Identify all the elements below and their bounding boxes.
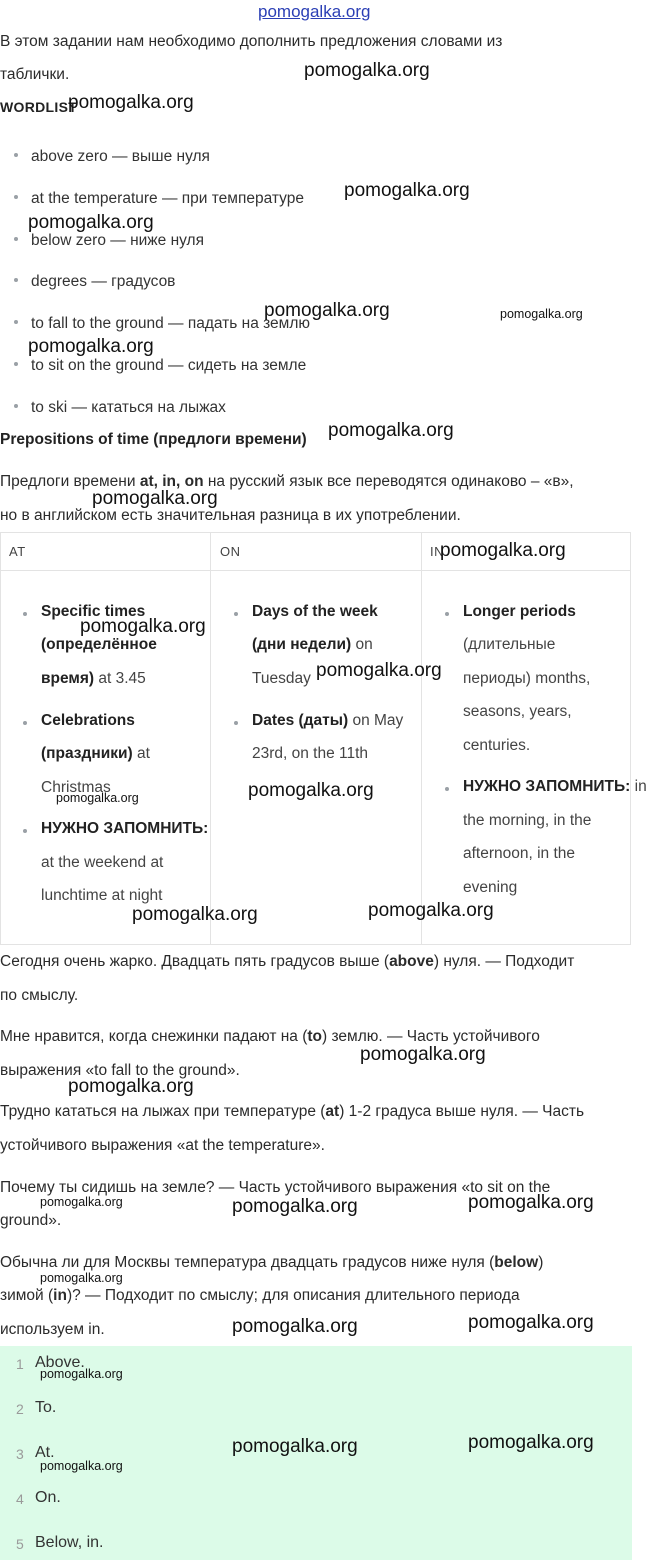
watermark: pomogalka.org (248, 780, 374, 801)
list-item: at the temperature — при температуре (14, 190, 304, 208)
explanation-2: Мне нравится, когда снежинки падают на (to) землю. — Часть устойчивого (0, 1028, 540, 1045)
table-cell: Christmas (41, 779, 111, 796)
intro-line-2: таблички. (0, 66, 70, 83)
explanation-3-cont: устойчивого выражения «at the temperature». (0, 1137, 325, 1154)
answer-text: At. (35, 1444, 55, 1461)
table-cell: afternoon, in the (463, 845, 576, 862)
prepositions-text-line-1: Предлоги времени at, in, on на русский язык все переводятся одинаково – «в», (0, 473, 574, 490)
table-header-on: ON (220, 544, 241, 559)
bullet-icon (14, 278, 18, 282)
table-cell: (праздники) at (41, 745, 150, 762)
table-cell: Specific times (41, 603, 146, 620)
watermark: pomogalka.org (68, 92, 194, 113)
watermark: pomogalka.org (92, 488, 218, 509)
section-title: Prepositions of time (предлоги времени) (0, 431, 307, 448)
table-header-at: AT (9, 544, 26, 559)
watermark: pomogalka.org (68, 1076, 194, 1097)
prepositions-text-line-2: но в английском есть значительная разница в их употреблении. (0, 507, 461, 524)
list-item: below zero — ниже нуля (14, 232, 204, 250)
explanation-5: Обычна ли для Москвы температура двадцать градусов ниже нуля (below) (0, 1254, 544, 1271)
list-item: to ski — кататься на лыжах (14, 399, 226, 417)
answer-number: 3 (16, 1446, 24, 1462)
explanation-4-cont: ground». (0, 1212, 62, 1229)
watermark: pomogalka.org (328, 420, 454, 441)
watermark: pomogalka.org (40, 1271, 123, 1285)
table-cell: время) at 3.45 (41, 670, 146, 687)
explanation-3: Трудно кататься на лыжах при температуре (at) 1-2 градуса выше нуля. — Часть (0, 1103, 585, 1120)
table-cell: the morning, in the (463, 812, 592, 829)
answer-number: 1 (16, 1356, 24, 1372)
table-cell: lunchtime at night (41, 887, 163, 904)
list-item: above zero — выше нуля (14, 148, 210, 166)
list-item: degrees — градусов (14, 273, 175, 291)
table-cell: периоды) months, (463, 670, 591, 687)
list-item: to fall to the ground — падать на землю (14, 315, 310, 333)
watermark: pomogalka.org (232, 1316, 358, 1337)
bullet-icon (234, 721, 238, 725)
table-cell: Tuesday (252, 670, 311, 687)
watermark: pomogalka.org (28, 336, 154, 357)
table-cell: (определённое (41, 636, 157, 653)
table-cell: (длительные (463, 636, 556, 653)
watermark: pomogalka.org (500, 307, 583, 321)
watermark: pomogalka.org (368, 900, 494, 921)
answer-text: Below, in. (35, 1534, 104, 1551)
bullet-icon (234, 612, 238, 616)
explanation-2-cont: выражения «to fall to the ground». (0, 1062, 240, 1079)
watermark: pomogalka.org (316, 660, 442, 681)
bullet-icon (23, 612, 27, 616)
bullet-icon (445, 612, 449, 616)
explanation-5-cont: зимой (in)? — Подходит по смыслу; для описания длительного периода (0, 1287, 520, 1304)
bullet-icon (14, 362, 18, 366)
table-cell: Days of the week (252, 603, 378, 620)
wordlist-title: WORDLIST (0, 99, 78, 115)
table-cell: centuries. (463, 737, 531, 754)
table-cell: 23rd, on the 11th (252, 745, 369, 762)
watermark: pomogalka.org (80, 616, 206, 637)
intro-line-1: В этом задании нам необходимо дополнить предложения словами из (0, 33, 503, 50)
answer-number: 2 (16, 1401, 24, 1417)
table-cell: seasons, years, (463, 703, 572, 720)
watermark: pomogalka.org (264, 300, 390, 321)
answer-text: To. (35, 1399, 57, 1416)
watermark: pomogalka.org (468, 1192, 594, 1213)
watermark: pomogalka.org (304, 60, 430, 81)
bullet-icon (14, 195, 18, 199)
watermark: pomogalka.org (232, 1436, 358, 1457)
watermark: pomogalka.org (132, 904, 258, 925)
answer-text: On. (35, 1489, 61, 1506)
table-cell: evening (463, 879, 518, 896)
watermark: pomogalka.org (468, 1432, 594, 1453)
table-cell: (дни недели) on (252, 636, 373, 653)
bullet-icon (445, 787, 449, 791)
bullet-icon (23, 721, 27, 725)
table-cell: НУЖНО ЗАПОМНИТЬ: in (463, 778, 647, 795)
bullet-icon (14, 404, 18, 408)
watermark: pomogalka.org (40, 1459, 123, 1473)
header-link[interactable]: pomogalka.org (258, 2, 371, 21)
watermark: pomogalka.org (40, 1195, 123, 1209)
watermark: pomogalka.org (56, 791, 139, 805)
watermark: pomogalka.org (28, 212, 154, 233)
answer-number: 5 (16, 1536, 24, 1552)
answer-number: 4 (16, 1491, 24, 1507)
watermark: pomogalka.org (440, 540, 566, 561)
table-header-in: IN (430, 544, 444, 559)
explanation-1: Сегодня очень жарко. Двадцать пять градусов выше (above) нуля. — Подходит (0, 953, 575, 970)
explanation-4: Почему ты сидишь на земле? — Часть устойчивого выражения «to sit on the (0, 1179, 551, 1196)
column-divider (421, 533, 422, 944)
prepositions-table (0, 532, 647, 945)
watermark: pomogalka.org (232, 1196, 358, 1217)
watermark: pomogalka.org (468, 1312, 594, 1333)
table-cell: Dates (даты) on May (252, 712, 404, 729)
list-item: to sit on the ground — сидеть на земле (14, 357, 306, 375)
bullet-icon (14, 237, 18, 241)
answer-text: Above. (35, 1354, 85, 1371)
table-cell: НУЖНО ЗАПОМНИТЬ: (41, 820, 209, 837)
table-cell: Longer periods (463, 603, 576, 620)
watermark: pomogalka.org (360, 1044, 486, 1065)
table-cell: Celebrations (41, 712, 135, 729)
column-divider (210, 533, 211, 944)
explanation-5-end: используем in. (0, 1321, 105, 1338)
table-cell: at the weekend at (41, 854, 164, 871)
watermark: pomogalka.org (40, 1367, 123, 1381)
watermark: pomogalka.org (344, 180, 470, 201)
bullet-icon (14, 320, 18, 324)
explanation-1-cont: по смыслу. (0, 987, 79, 1004)
bullet-icon (14, 153, 18, 157)
bullet-icon (23, 829, 27, 833)
